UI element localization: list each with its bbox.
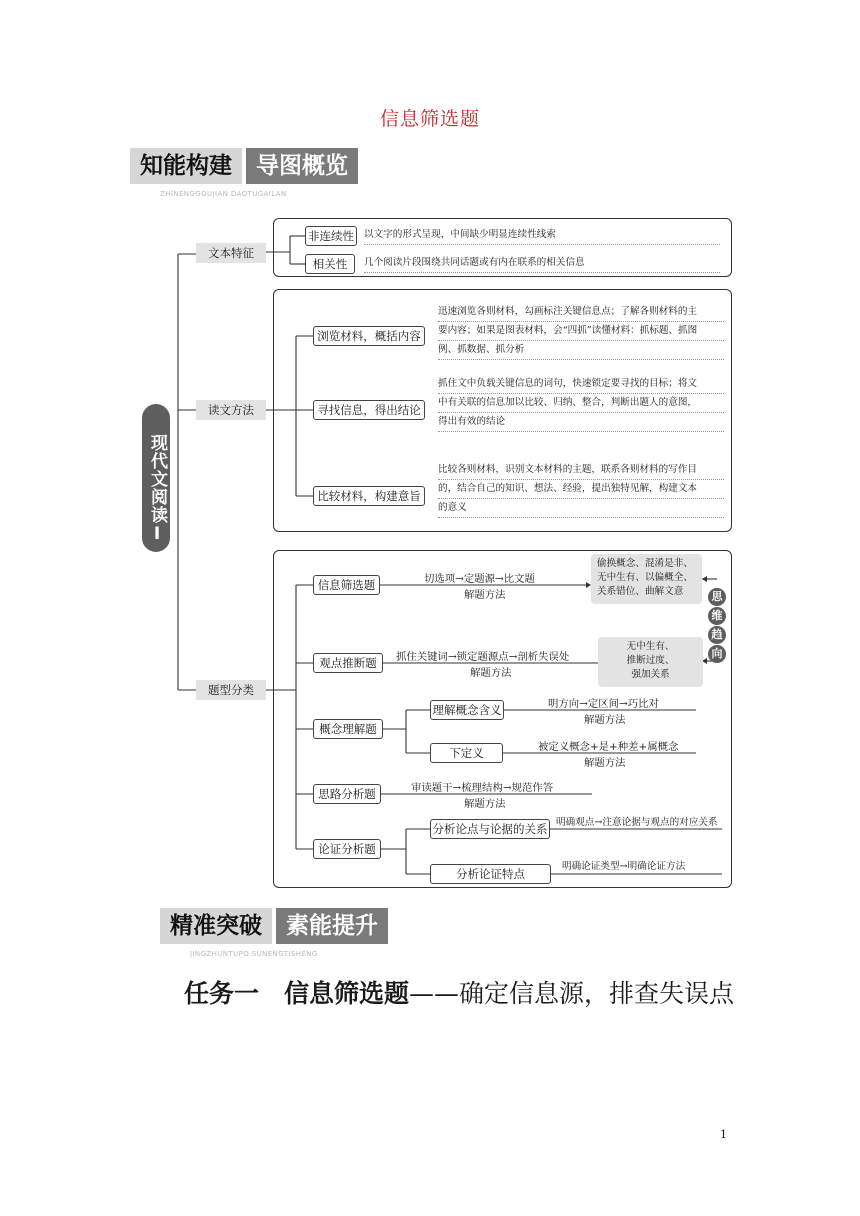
trap-line: 无中生有、以偏概全、: [597, 572, 693, 583]
section-pinyin: JINGZHUNTUPO SUNENGTISHENG: [190, 950, 318, 958]
thinking-tendency: [708, 588, 726, 664]
feature-box-relevance: 相关性: [305, 254, 355, 274]
sub-box-argument-relation: 分析论点与论据的关系: [430, 819, 550, 839]
task-heading: [184, 974, 734, 1010]
trap-line: 关系错位、曲解文意: [597, 586, 684, 597]
flow-viewpoint-inference: 抓住关键词→锁定题源点→剖析失误处: [396, 651, 570, 663]
desc-line: 中有关联的信息加以比较、归纳、整合，判断出题人的意图，: [438, 394, 724, 413]
method-label: 解题方法: [464, 798, 506, 810]
feature-box-discontinuity: 非连续性: [305, 226, 357, 246]
type-box-thinking-analysis: 思路分析题: [313, 784, 381, 804]
sub-box-argument-features: 分析论证特点: [430, 864, 551, 884]
method-box-compare: 比较材料，构建意旨: [313, 486, 425, 506]
branch-label-text-features: 文本特征: [196, 243, 266, 263]
method-label: 解题方法: [584, 714, 626, 726]
method-label: 解题方法: [464, 589, 506, 601]
thinking-char: 趋: [708, 626, 726, 644]
thinking-char: 思: [708, 588, 726, 606]
desc-line: 比较各则材料，识别文本材料的主题，联系各则材料的写作目: [438, 461, 724, 480]
type-box-viewpoint-inference: 观点推断题: [313, 653, 383, 673]
type-box-info-filtering: 信息筛选题: [313, 575, 380, 595]
method-box-browse: 浏览材料，概括内容: [313, 326, 425, 346]
trap-box-info-filtering: [591, 554, 702, 604]
type-box-concept: 概念理解题: [313, 719, 383, 739]
flow-thinking-analysis: 审读题干→梳理结构→规范作答: [411, 782, 554, 794]
flow-understand-concept: 明方向→定区间→巧比对: [548, 698, 659, 710]
method-desc-search: [438, 375, 724, 432]
flow-argument-relation: 明确观点→注意论据与观点的对应关系: [556, 817, 718, 828]
branch-label-question-types: 题型分类: [196, 680, 266, 700]
desc-line: 迅速浏览各则材料，勾画标注关键信息点；了解各则材料的主: [438, 303, 724, 322]
flow-info-filtering: 切选项→定题源→比文题: [424, 573, 535, 585]
feature-desc-discontinuity: 以文字的形式呈现，中间缺少明显连续性线索: [364, 226, 720, 245]
trap-line: 无中生有、: [626, 641, 675, 652]
section-banner-right: 素能提升: [276, 908, 388, 944]
sub-box-define: 下定义: [430, 743, 503, 763]
thinking-char: 维: [708, 607, 726, 625]
trap-box-viewpoint-inference: [598, 637, 703, 687]
method-label: 解题方法: [584, 757, 626, 769]
trap-line: 强加关系: [631, 669, 670, 680]
section-banner-left: 精准突破: [160, 908, 272, 944]
desc-line: 要内容；如果是图表材料，会“四抓”读懂材料：抓标题、抓图: [438, 322, 724, 341]
branch-label-reading-methods: 读文方法: [196, 400, 266, 420]
method-label: 解题方法: [470, 667, 512, 679]
sub-box-understand-concept: 理解概念含义: [430, 700, 504, 720]
mindmap-root-label: 现代文阅读Ⅰ: [147, 434, 167, 545]
trap-line: 推断过度、: [626, 655, 675, 666]
flow-argument-features: 明确论证类型→明确论证方法: [562, 861, 686, 872]
section-banner-breakthrough: [160, 908, 388, 944]
page-number: 1: [720, 1128, 727, 1141]
flow-define: 被定义概念+是+种差+属概念: [538, 741, 679, 753]
method-box-search: 寻找信息，得出结论: [313, 400, 425, 420]
desc-line: 的，结合自己的知识、想法、经验，提出独特见解，构建文本: [438, 480, 724, 499]
section-pinyin: ZHINENGGOUJIAN DAOTUGAILAN: [160, 190, 287, 198]
method-desc-compare: [438, 461, 724, 518]
task-heading-rest: ——确定信息源，排查失误点: [409, 979, 735, 1008]
thinking-char: 向: [708, 645, 726, 663]
section-banner-left: 知能构建: [130, 148, 242, 184]
task-heading-bold: 任务一 信息筛选题: [184, 979, 410, 1008]
section-banner-right: 导图概览: [246, 148, 358, 184]
thinking-tendency-circles: [708, 588, 726, 663]
desc-line: 的意义: [438, 499, 724, 518]
method-desc-browse: [438, 303, 724, 360]
document-title: 信息筛选题: [379, 108, 480, 130]
type-box-argument-analysis: 论证分析题: [313, 839, 381, 859]
desc-line: 例、抓数据、抓分析: [438, 341, 724, 360]
desc-line: 抓住文中负载关键信息的词句，快速锁定要寻找的目标；将文: [438, 375, 724, 394]
feature-desc-relevance: 几个阅读片段围绕共同话题或有内在联系的相关信息: [364, 254, 720, 273]
trap-line: 偷换概念、混淆是非、: [597, 558, 693, 569]
desc-line: 得出有效的结论: [438, 413, 724, 432]
mindmap-root: [142, 404, 170, 552]
